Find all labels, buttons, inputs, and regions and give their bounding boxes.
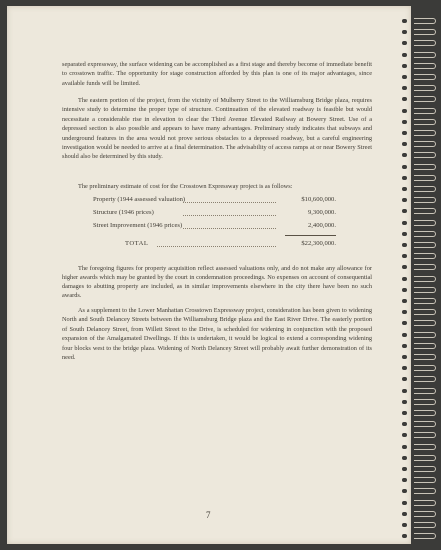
binding-coil xyxy=(414,522,436,528)
binding-coil xyxy=(414,74,436,80)
punch-hole xyxy=(402,523,407,527)
binding-coil xyxy=(414,208,436,214)
cost-row-label: Street Improvement (1946 prices) xyxy=(93,222,183,229)
binding-coil xyxy=(414,186,436,192)
punch-hole xyxy=(402,456,407,460)
binding-coil xyxy=(414,511,436,517)
punch-hole xyxy=(402,501,407,505)
punch-hole xyxy=(402,75,407,79)
binding-coil xyxy=(414,231,436,237)
paragraph-2: The eastern portion of the project, from the vicinity of Mulberry Street to the Williamsburg Bridge plaza, requires intensive study to determine the proper type of structure. Continuation of the elevated roadway is feasible but would necessitate a considerable rise in elevation to clear the Third Avenue Elevated Railway at Bowery Street. Use of a depressed section is also possible and appears to have many advantages. Preliminary study indicates that subways and underground features in the area would not prove serious obstacles to a depressed roadway, but a careful engineering investigation would be needed to arrive at a final determination. The advisability of access ramps at or near Bowery Street should also be determined by this study. xyxy=(62,97,372,161)
binding-coil xyxy=(414,108,436,114)
binding-coil xyxy=(414,152,436,158)
punch-hole xyxy=(402,355,407,359)
binding-coil xyxy=(414,455,436,461)
binding-coil xyxy=(414,500,436,506)
cost-row-amount: $10,600,000. xyxy=(301,196,336,203)
binding-coil xyxy=(414,164,436,170)
punch-hole xyxy=(402,288,407,292)
binding-coil xyxy=(414,141,436,147)
binding-coil xyxy=(414,29,436,35)
binding-coil xyxy=(414,343,436,349)
cost-row-amount: 9,300,000. xyxy=(307,209,336,216)
leader-dots xyxy=(183,215,276,216)
punch-hole xyxy=(402,333,407,337)
cost-row xyxy=(93,209,336,219)
punch-hole xyxy=(402,467,407,471)
binding-coil xyxy=(414,264,436,270)
binding-coil xyxy=(414,320,436,326)
binding-coil xyxy=(414,63,436,69)
paragraph-4: The foregoing figures for property acquisition reflect assessed valuations only, and do not make any allowance for higher awards which may be granted by the court in condemnation proceedings. No expenses on account of consequential damages to abutting property are included, as in similar improvements elsewhere in the city there have been no such awards. xyxy=(62,265,372,299)
binding-coil xyxy=(414,466,436,472)
binding-coil xyxy=(414,40,436,46)
punch-hole xyxy=(402,445,407,449)
punch-hole xyxy=(402,299,407,303)
binding-coil xyxy=(414,18,436,24)
paragraph-5: As a supplement to the Lower Manhattan Crosstown Expressway project, consideration has been given to widening North and South Delancey Streets between the Williamsburg Bridge plaza and the East River Drive. The easterly portion of South Delancey Street, from Willett Street to the Drive, is scheduled for widening in conjunction with the proposed expansion of the Amalgamated Dwellings. If this is undertaken, it would be logical to extend a corresponding widening four blocks west to the bridge plaza. Widening of North Delancey Street will probably await further demonstration of its need. xyxy=(62,307,372,362)
punch-hole xyxy=(402,176,407,180)
binding-coil xyxy=(414,309,436,315)
binding-coil xyxy=(414,376,436,382)
binding-coil xyxy=(414,130,436,136)
punch-hole xyxy=(402,187,407,191)
punch-hole xyxy=(402,400,407,404)
binding-coil xyxy=(414,354,436,360)
punch-hole xyxy=(402,344,407,348)
punch-hole xyxy=(402,512,407,516)
binding-coil xyxy=(414,52,436,58)
binding-coil xyxy=(414,388,436,394)
binding-coil xyxy=(414,220,436,226)
punch-hole xyxy=(402,64,407,68)
binding-coil xyxy=(414,96,436,102)
binding-coil xyxy=(414,175,436,181)
binding-coil xyxy=(414,365,436,371)
binding-coil xyxy=(414,242,436,248)
cost-row-label: Property (1944 assessed valuation) xyxy=(93,196,186,203)
leader-dots xyxy=(183,228,276,229)
binding-coil xyxy=(414,444,436,450)
total-rule xyxy=(285,235,336,236)
page-number: 7 xyxy=(206,510,211,520)
binding-coil xyxy=(414,298,436,304)
total-label: TOTAL xyxy=(125,240,149,247)
binding-coil xyxy=(414,287,436,293)
binding-coil xyxy=(414,410,436,416)
punch-hole xyxy=(402,131,407,135)
punch-hole xyxy=(402,277,407,281)
binding-coil xyxy=(414,276,436,282)
binding-coil xyxy=(414,332,436,338)
cost-total-row xyxy=(93,240,336,250)
binding-coil xyxy=(414,488,436,494)
punch-hole xyxy=(402,19,407,23)
punch-hole xyxy=(402,165,407,169)
paragraph-1: separated expressway, the surface widening can be accomplished as a first stage and thereby become of immediate benefit to crosstown traffic. The opportunity for stage construction afforded by this plan is one of its major advantages, since available funds will be limited. xyxy=(62,61,372,87)
punch-hole xyxy=(402,232,407,236)
binding-coil xyxy=(414,253,436,259)
binding-coil xyxy=(414,399,436,405)
cost-row-amount: 2,400,000. xyxy=(307,222,336,229)
binding-coil xyxy=(414,85,436,91)
binding-coil xyxy=(414,197,436,203)
binding-coil xyxy=(414,421,436,427)
punch-hole xyxy=(402,109,407,113)
total-amount: $22,300,000. xyxy=(301,240,336,247)
paragraph-3: The preliminary estimate of cost for the Crosstown Expressway project is as follows: xyxy=(78,183,293,190)
punch-hole xyxy=(402,53,407,57)
punch-hole xyxy=(402,389,407,393)
leader-dots xyxy=(183,202,276,203)
binding-coil xyxy=(414,119,436,125)
cost-row xyxy=(93,196,336,206)
punch-hole xyxy=(402,221,407,225)
binding-coil xyxy=(414,533,436,539)
punch-hole xyxy=(402,243,407,247)
punch-hole xyxy=(402,411,407,415)
binding-coil xyxy=(414,477,436,483)
cost-row xyxy=(93,222,336,232)
binding-coil xyxy=(414,432,436,438)
cost-row-label: Structure (1946 prices) xyxy=(93,209,154,216)
leader-dots xyxy=(157,246,276,247)
punch-hole xyxy=(402,120,407,124)
